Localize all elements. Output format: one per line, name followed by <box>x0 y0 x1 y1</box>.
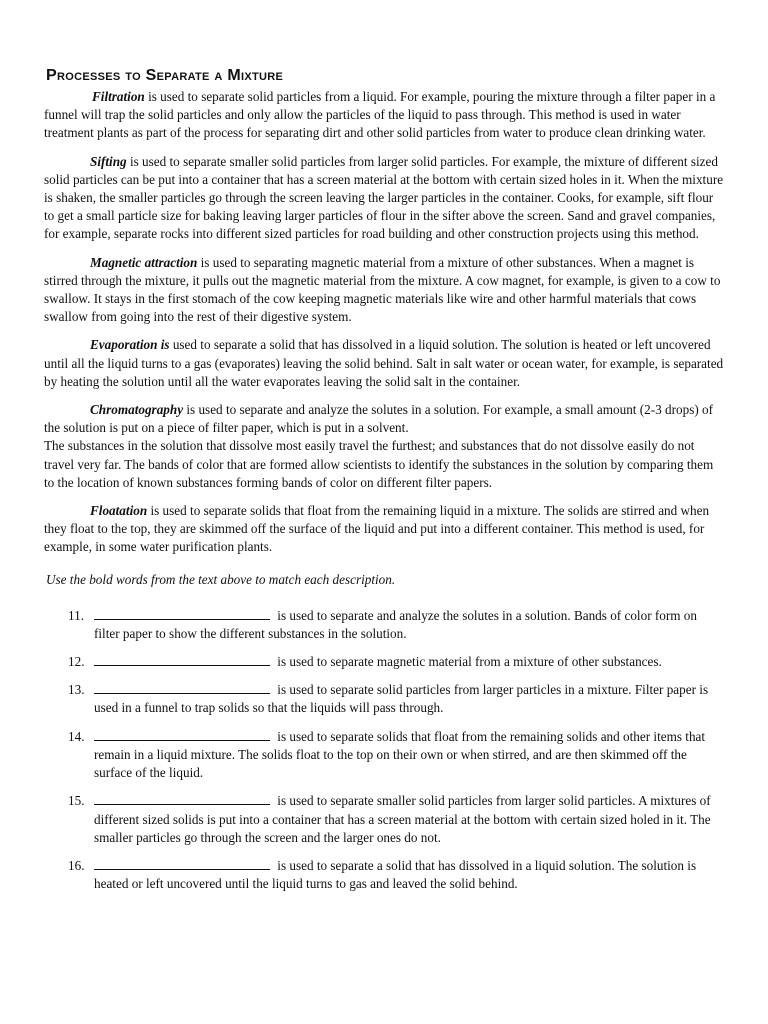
paragraph-text: is used to separate solid particles from a liquid. For example, pouring the mixture through a filter paper in a funnel will trap the solid particles and only allow the particles of the liquid to pass through. This method is used in water treatment plants as part of the process for separating dirt and other solid particles from water to produce clean drinking water. <box>44 89 716 141</box>
question-text: is used to separate solids that float from the remaining solids and other items that remain in a liquid mixture. The solids float to the top on their own or when stirred, and are then skimmed off the surface of the liquid. <box>94 728 706 781</box>
page-title: Processes to Separate a Mixture <box>46 67 284 84</box>
term-floatation: Floatation <box>90 503 148 519</box>
term-chromatography: Chromatography <box>90 402 184 418</box>
term-filtration: Filtration <box>92 89 145 104</box>
paragraph-sifting <box>44 153 724 244</box>
paragraph-chromatography <box>44 401 724 437</box>
question-12 <box>44 653 724 671</box>
question-11 <box>44 607 724 643</box>
question-text: is used to separate a solid that has dissolved in a liquid solution. The solution is heated or left uncovered until the liquid turns to gas and leaved the solid behind. <box>94 857 697 892</box>
question-text: is used to separate smaller solid particles from larger solid particles. A mixtures of different sized solids is put into a container that has a screen material at the bottom with certain sized holed in it. The smaller particles go through the screen and the larger ones do not. <box>94 793 711 845</box>
question-number: 16. <box>68 857 85 873</box>
question-text: is used to separate magnetic material from a mixture of other substances. <box>274 654 662 670</box>
question-16 <box>44 857 724 893</box>
paragraph-text: is used to separating magnetic material from a mixture of other substances. When a magnet is stirred through the mixture, it pulls out the magnetic material from the mixture. A cow magnet, for example, is given to a cow to swallow. It stays in the first stomach of the cow keeping magnetic materials like wire and other harmful materials that cows swallow from going into the rest of their digestive system. <box>44 254 721 325</box>
answer-blank-11[interactable] <box>94 607 270 620</box>
paragraph-chromatography-continued: The substances in the solution that dissolve most easily travel the furthest; and substances that do not dissolve easily do not travel very far. The bands of color that are formed allow scientists to identify the substances in the solution by comparing them to the location of known substances forming bands of color on different filter papers. <box>44 438 714 490</box>
paragraph-evaporation <box>44 336 724 391</box>
instructions: Use the bold words from the text above to match each description. <box>46 571 396 587</box>
answer-blank-16[interactable] <box>94 857 270 870</box>
question-number: 15. <box>68 793 85 809</box>
term-evaporation: Evaporation is <box>90 337 170 353</box>
question-15 <box>44 792 724 847</box>
question-13 <box>44 681 724 717</box>
paragraph-filtration <box>44 88 724 143</box>
question-text: is used to separate solid particles from larger particles in a mixture. Filter paper is used in a funnel to trap solids so that the liquids will pass through. <box>94 682 709 716</box>
paragraph-text: is used to separate solids that float from the remaining liquid in a mixture. The solids are stirred and when they float to the top, they are skimmed off the surface of the liquid and put into a different container. This method is used, for example, in some water purification plants. <box>44 503 710 555</box>
answer-blank-15[interactable] <box>94 792 270 805</box>
paragraph-magnetic-attraction <box>44 254 724 327</box>
question-number: 13. <box>68 682 85 698</box>
question-text: is used to separate and analyze the solutes in a solution. Bands of color form on filter paper to show the different substances in the solution. <box>94 607 697 641</box>
answer-blank-12[interactable] <box>94 653 270 666</box>
question-number: 14. <box>68 728 85 744</box>
answer-blank-13[interactable] <box>94 681 270 694</box>
paragraph-text: used to separate a solid that has dissolved in a liquid solution. The solution is heated or left uncovered until all the liquid turns to a gas (evaporates) leaving the solid behind. Salt in salt water or ocean water, for example, is separated by heating the solution until all the water evaporates leaving the solid salt in the container. <box>44 337 724 389</box>
paragraph-text: is used to separate smaller solid particles from larger solid particles. For example, the mixture of different sized solid particles can be put into a container that has a screen material at the bottom with certain sized holes in it. When the mixture is shaken, the smaller particles go through the screen leaving the larger particles in the container. Cooks, for example, sift flour to get a small particle size for baking leaving larger particles of flour in the sifter above the screen. Sand and gravel companies, for example, separate rocks into different sized particles for road building and other construction projects using this method. <box>44 153 724 242</box>
answer-blank-14[interactable] <box>94 728 270 741</box>
question-14 <box>44 728 724 783</box>
question-number: 11. <box>68 607 84 623</box>
term-sifting: Sifting <box>90 153 127 169</box>
paragraph-floatation <box>44 502 724 557</box>
question-number: 12. <box>68 654 85 670</box>
term-magnetic-attraction: Magnetic attraction <box>90 254 198 270</box>
paragraph-text: is used to separate and analyze the solutes in a solution. For example, a small amount (2-3 drops) of the solution is put on a piece of filter paper, which is put in a solvent. <box>44 402 714 436</box>
